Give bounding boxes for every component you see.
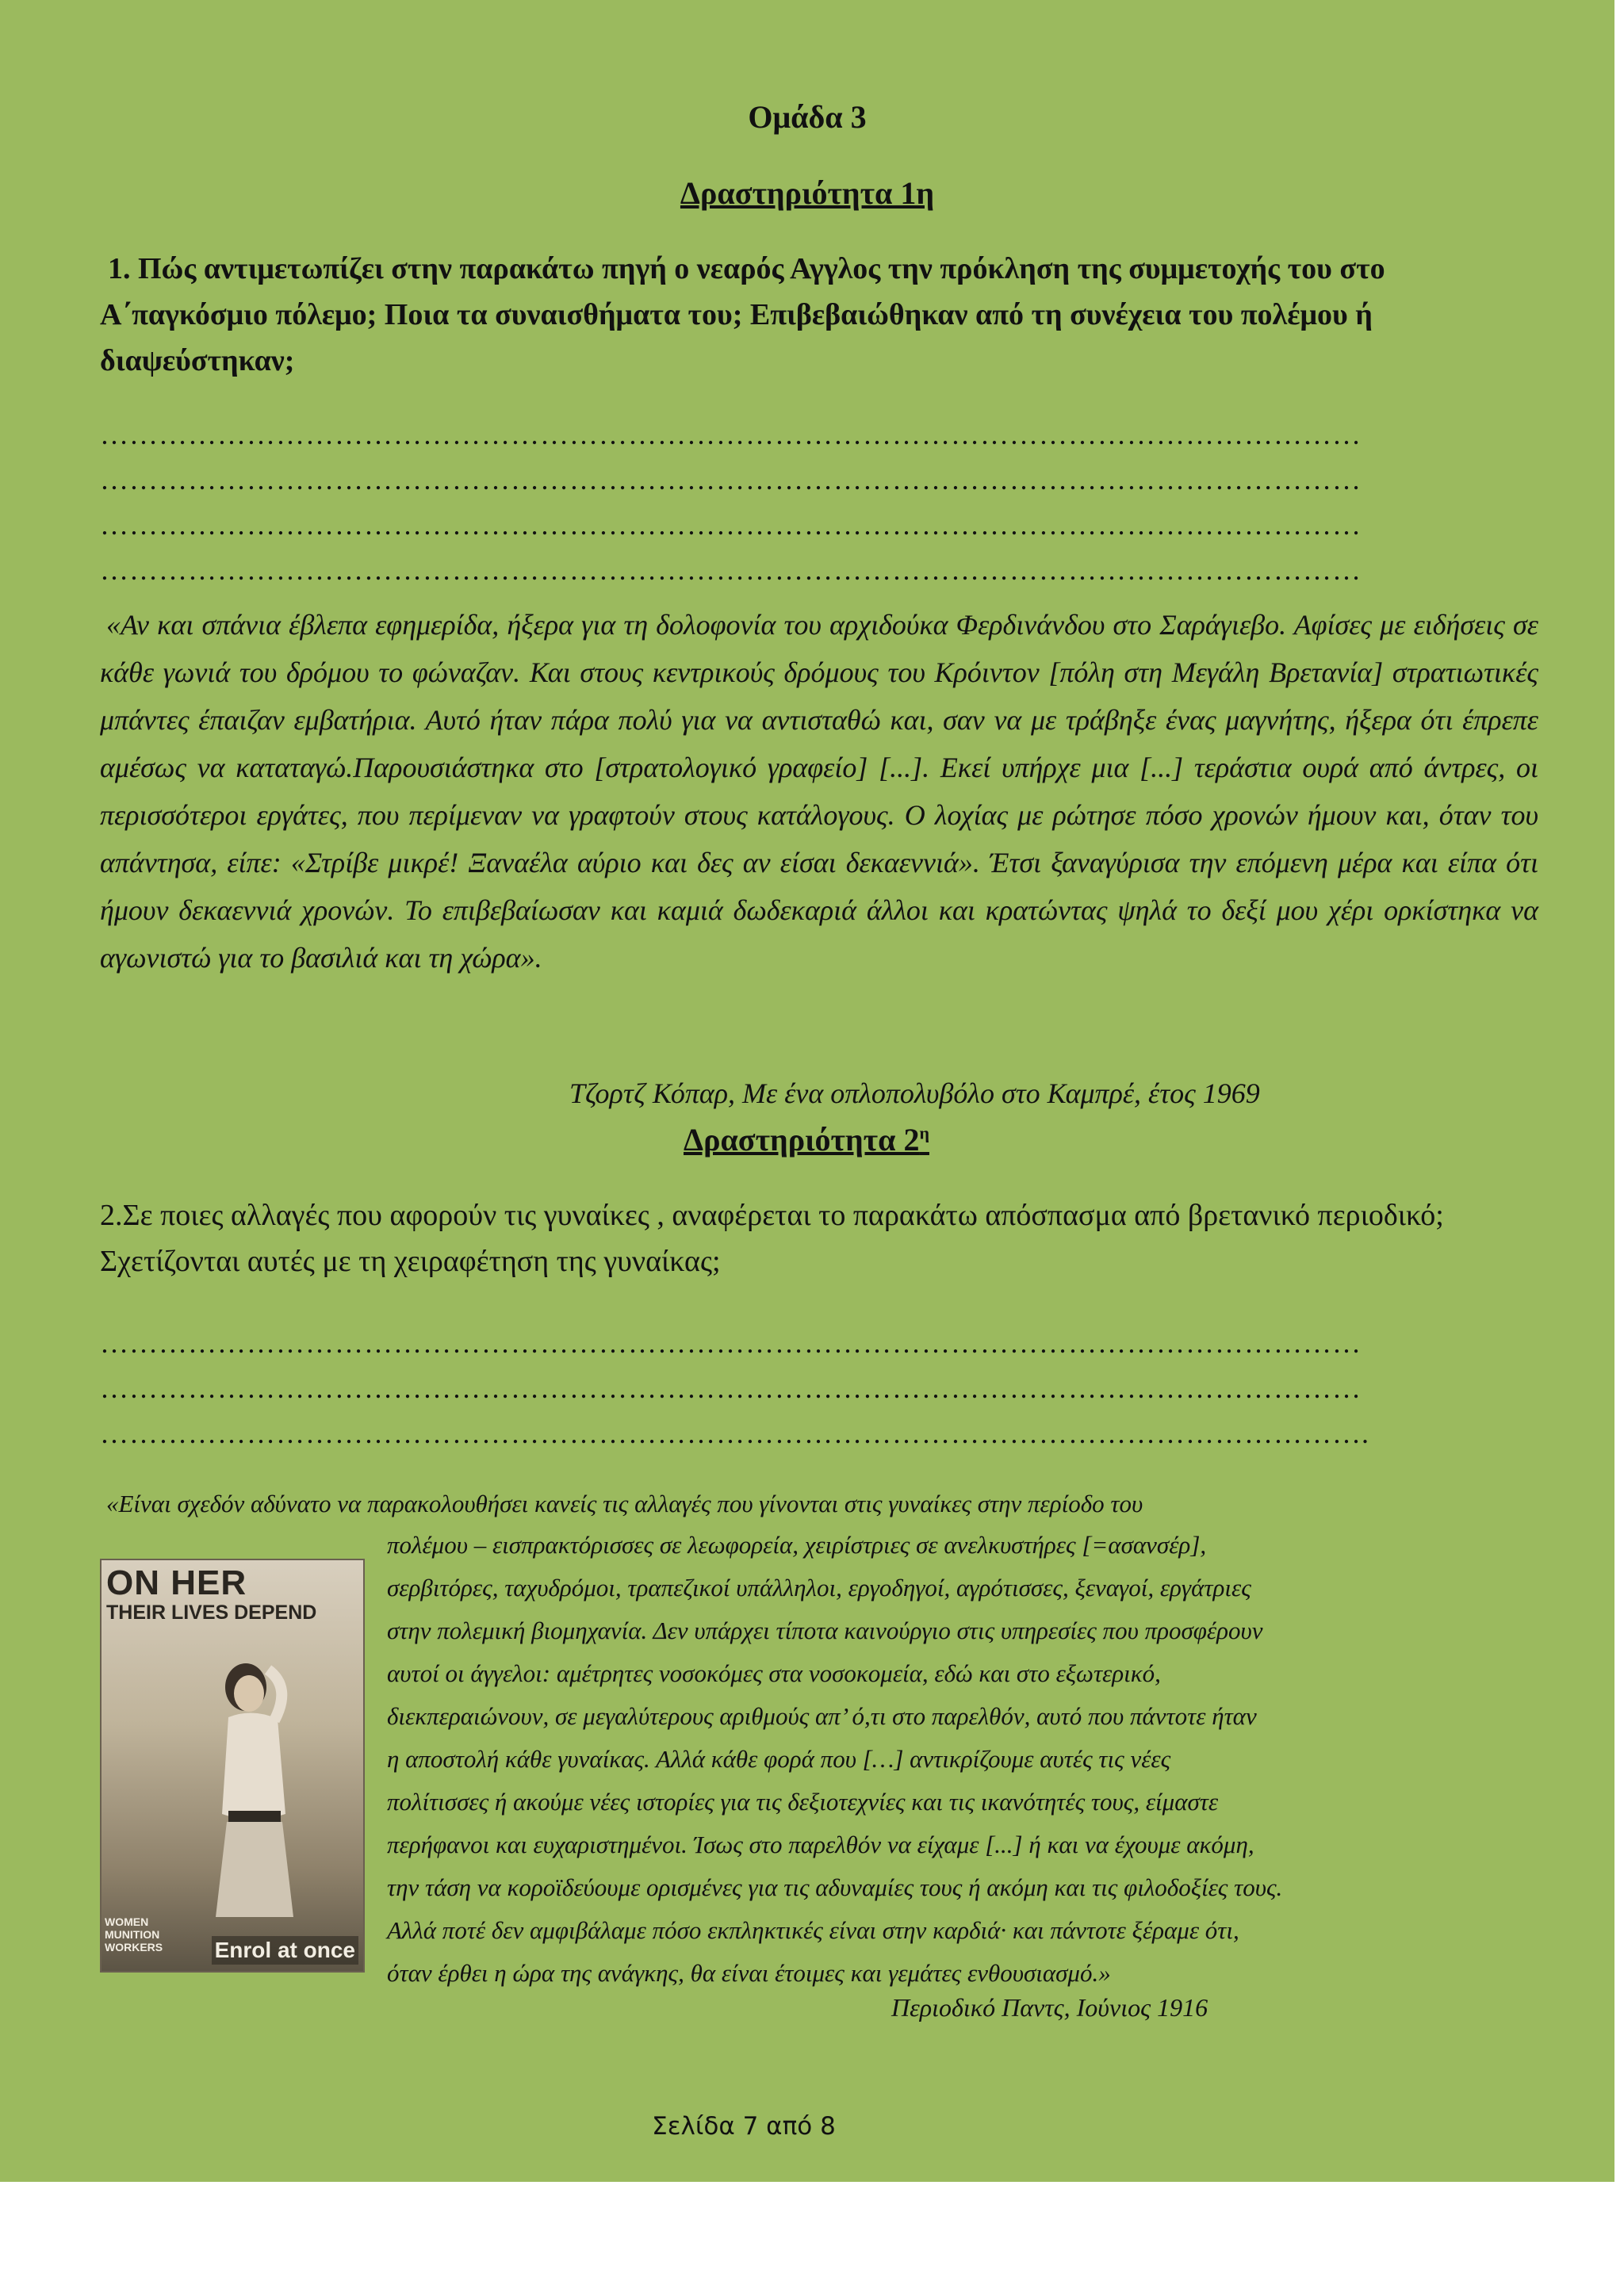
source-line: διεκπεραιώνουν, σε μεγαλύτερους αριθμούς απ’ ό,τι στο παρελθόν, αυτό που πάντοτε ήταν [387,1702,1257,1730]
activity1-answer-lines [100,412,1519,593]
group-title: Ομάδα 3 [748,99,867,135]
activity2-heading-text: Δραστηριότητα 2 [684,1122,920,1158]
page-footer: Σελίδα 7 από 8 [652,2112,836,2141]
answer-line[interactable]: …………………………………………………………………………………………………………………. [100,1418,1369,1449]
source-line: η αποστολή κάθε γυναίκας. Αλλά κάθε φορά που […] αντικρίζουμε αυτές τις νέες [387,1745,1171,1773]
source-line: πολίτισσες ή ακούμε νέες ιστορίες για τις δεξιοτεχνίες και τις ικανότητές τους, είμαστε [387,1788,1219,1816]
activity2-heading [684,1121,929,1158]
poster-enrol-text: Enrol at once [212,1936,358,1965]
woman-figure-illustration [205,1655,300,1917]
poster-small-text: WOMEN MUNITION WORKERS [105,1915,163,1954]
activity2-source-first-line: «Είναι σχεδόν αδύνατο να παρακολουθήσει κανείς τις αλλαγές που γίνονται στις γυναίκες στην περίοδο του [106,1490,1143,1517]
source-line: όταν έρθει η ώρα της ανάγκης, θα είναι έτοιμες και γεμάτες ενθουσιασμό.» [387,1959,1111,1987]
source-line: σερβιτόρες, ταχυδρόμοι, τραπεζικοί υπάλληλοι, εργοδηγοί, αγρότισσες, ξεναγοί, εργάτριες [387,1574,1251,1601]
activity2-answer-lines [100,1321,1535,1456]
source-line: Αλλά ποτέ δεν αμφιβάλαμε πόσο εκπληκτικές είναι στην καρδιά· και πάντοτε ξέραμε ότι, [387,1916,1239,1944]
activity2-question: 2.Σε ποιες αλλαγές που αφορούν τις γυναίκες , αναφέρεται το παρακάτω απόσπασμα από βρετανικό περιοδικό; Σχετίζονται αυτές με τη χειραφέτηση της γυναίκας; [100,1199,1444,1278]
activity1-citation: Τζορτζ Κόπαρ, Με ένα οπλοπολυβόλο στο Καμπρέ, έτος 1969 [569,1077,1260,1109]
answer-line[interactable]: ………………………………………………………………………………………………………………… [100,419,1362,450]
answer-line[interactable]: ………………………………………………………………………………………………………………… [100,1372,1362,1404]
women-munition-workers-poster [100,1559,365,1973]
poster-title-line2: THEIR LIVES DEPEND [106,1601,317,1624]
answer-line[interactable]: ………………………………………………………………………………………………………………… [100,1327,1362,1359]
poster-title-line1: ON HER [106,1563,247,1602]
activity2-citation: Περιοδικό Παντς, Ιούνιος 1916 [891,1993,1208,2022]
answer-line[interactable]: ………………………………………………………………………………………………………………… [100,464,1362,496]
source-line: περήφανοι και ευχαριστημένοι. Ίσως στο παρελθόν να είχαμε [...] ή και να έχουμε ακόμη, [387,1831,1254,1858]
answer-line[interactable]: ………………………………………………………………………………………………………………… [100,554,1362,586]
activity1-question: 1. Πώς αντιμετωπίζει στην παρακάτω πηγή ο νεαρός Αγγλος την πρόκληση της συμμετοχής του στο Α΄παγκόσμιο πόλεμο; Ποια τα συναισθήματα του; Επιβεβαιώθηκαν από τη συνέχεια του πολέμου ή διαψεύστηκαν; [100,252,1385,377]
source-line: στην πολεμική βιομηχανία. Δεν υπάρχει τίποτα καινούργιο στις υπηρεσίες που προσφέρουν [387,1617,1263,1644]
activity2-source-body [387,1524,1282,1995]
answer-line[interactable]: ………………………………………………………………………………………………………………… [100,509,1362,541]
activity1-source-text: «Αν και σπάνια έβλεπα εφημερίδα, ήξερα για τη δολοφονία του αρχιδούκα Φερδινάνδου στο Σαράγιεβο. Αφίσες με ειδήσεις σε κάθε γωνιά του δρόμου το φώναζαν. Και στους κεντρικούς δρόμους του Κρόιντον [πόλη στη Μεγάλη Βρετανία] στρατιωτικές μπάντες έπαιζαν εμβατήρια. Αυτό ήταν πάρα πολύ για να αντισταθώ και, σαν να με τράβηξε ένας μαγνήτης, ήξερα ότι έπρεπε αμέσως να καταταγώ.Παρουσιάστηκα στο [στρατολογικό γραφείο] [...]. Εκεί υπήρχε μια [...] τεράστια ουρά από άντρες, οι περισσότεροι εργάτες, που περίμεναν να γραφτούν στους κατάλογους. Ο λοχίας με ρώτησε πόσο χρονών ήμουν και, όταν του απάντησα, είπε: «Στρίβε μικρέ! Ξαναέλα αύριο και δες αν είσαι δεκαεννιά». Έτσι ξαναγύρισα την επόμενη μέρα και είπα ότι ήμουν δεκαεννιά χρονών. Το επιβεβαίωσαν και καμιά δωδεκαριά άλλοι και κρατώντας ψηλά το δεξί μου χέρι ορκίστηκα να αγωνιστώ για το βασιλιά και τη χώρα». [100,609,1538,974]
source-line: πολέμου – εισπρακτόρισσες σε λεωφορεία, χειρίστριες σε ανελκυστήρες [=ασανσέρ], [387,1531,1207,1559]
source-line: την τάση να κοροϊδεύουμε ορισμένες για τις αδυναμίες τους ή ακόμη και τις φιλοδοξίες τους. [387,1873,1283,1901]
activity2-heading-sup: η [919,1123,929,1143]
source-line: αυτοί οι άγγελοι: αμέτρητες νοσοκόμες στα νοσοκομεία, εδώ και στο εξωτερικό, [387,1659,1161,1687]
activity1-heading: Δραστηριότητα 1η [680,175,935,211]
